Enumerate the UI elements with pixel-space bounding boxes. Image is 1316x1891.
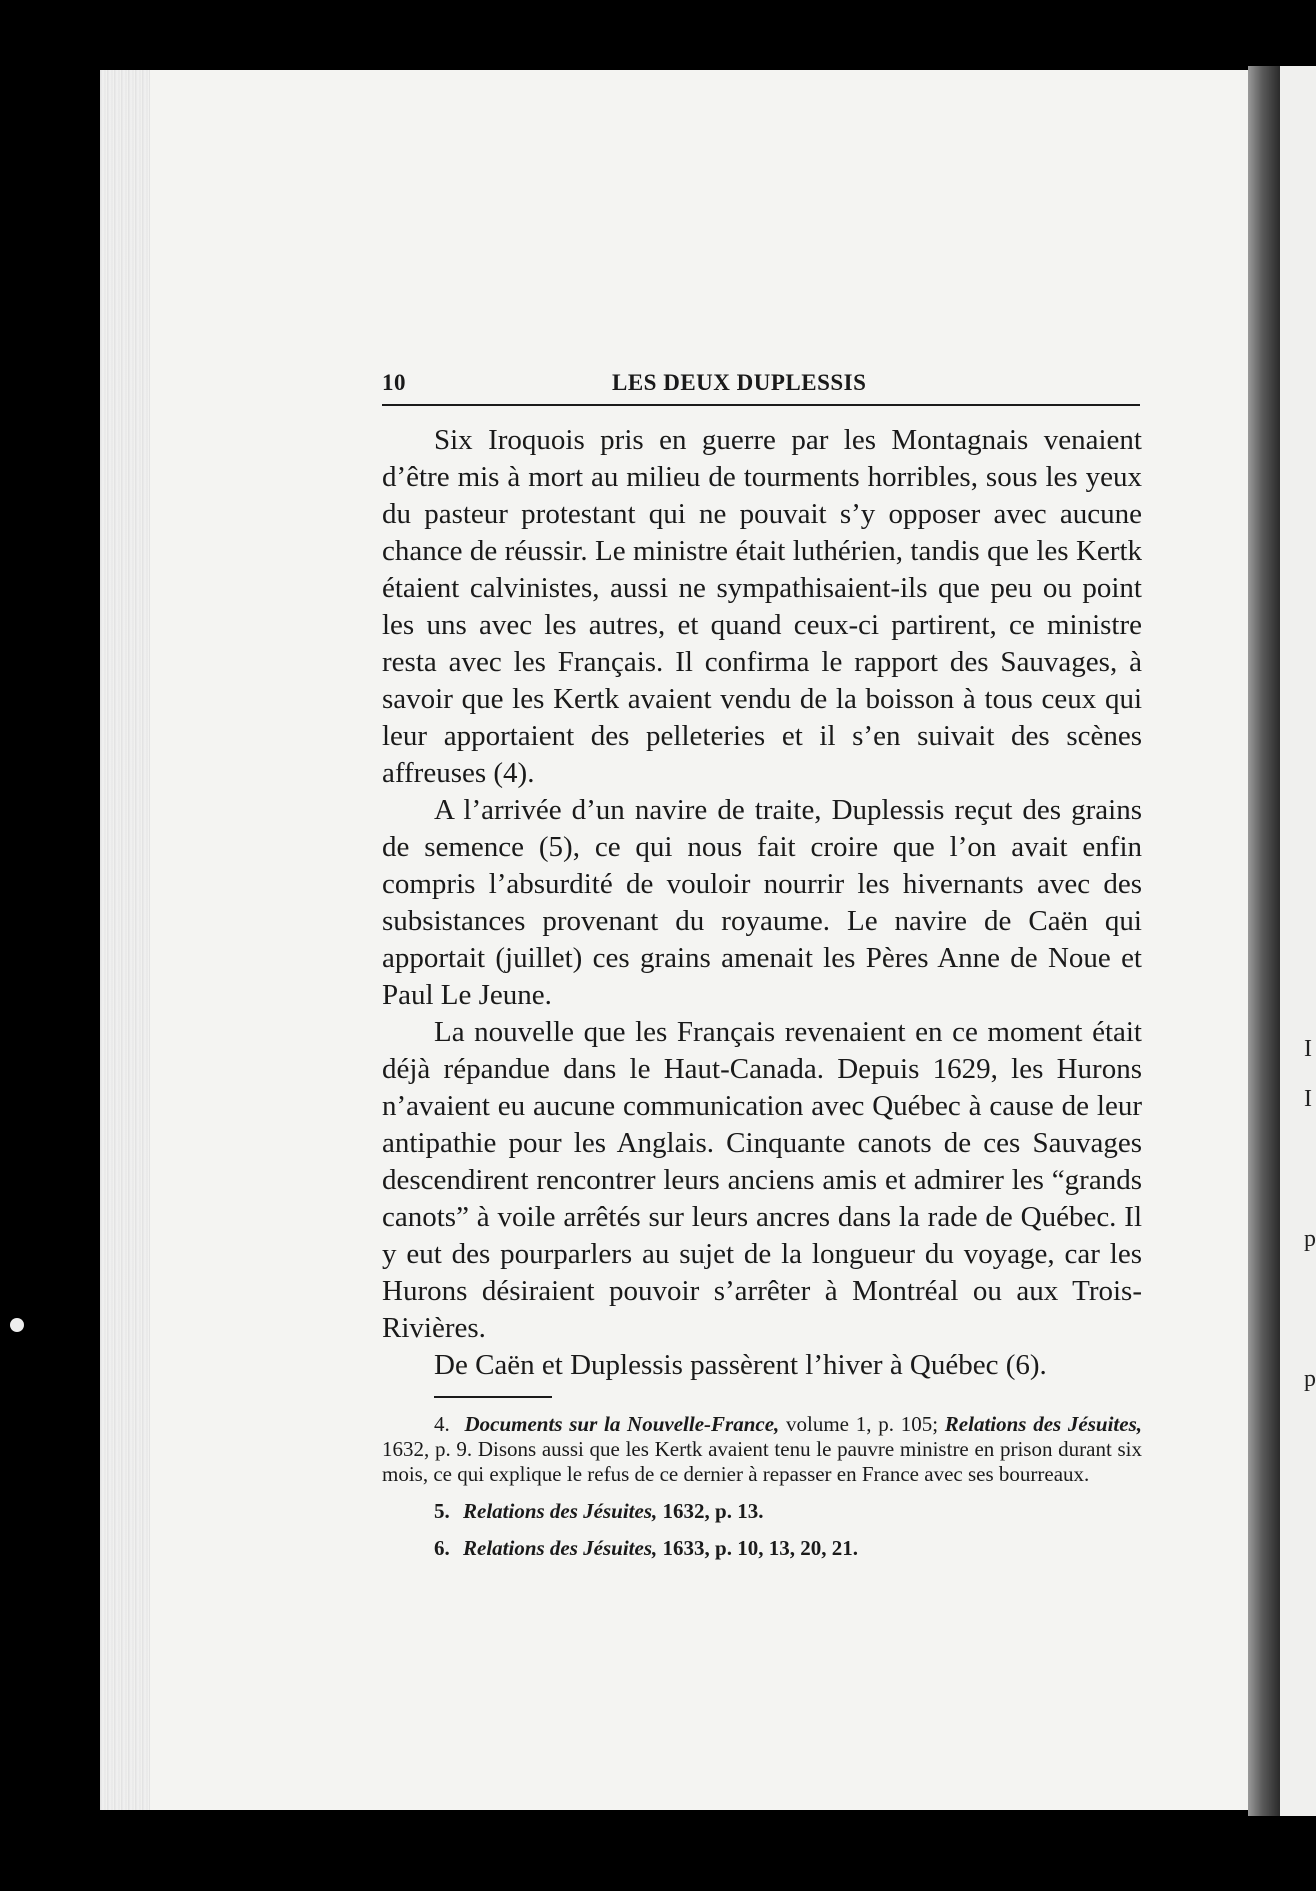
running-head xyxy=(382,356,1142,395)
paragraph: A l’arrivée d’un navire de traite, Duplessis reçut des grains de semence (5), ce qui nous fait croire que l’on avait enfin compris l’absurdité de vouloir nourrir les hivernants avec des subsistances provenant du royaume. Le navire de Caën qui apportait (juillet) ces grains amenait les Pères Anne de Noue et Paul Le Jeune. xyxy=(382,794,1142,1011)
footnote-text: volume 1, p. 105; xyxy=(786,1412,939,1436)
page-number: 10 xyxy=(382,370,406,395)
footnote-source: Documents sur la Nouvelle-France, xyxy=(464,1412,780,1436)
footnote-rule xyxy=(434,1396,552,1398)
page-gutter xyxy=(100,70,150,1810)
footnote xyxy=(382,1412,1142,1487)
adjacent-fragment: p xyxy=(1304,1366,1316,1392)
paragraph: De Caën et Duplessis passèrent l’hiver à Québec (6). xyxy=(434,1349,1047,1381)
header-rule xyxy=(382,404,1140,406)
footnote-number: 4. xyxy=(434,1412,450,1436)
adjacent-fragment: p xyxy=(1304,1226,1316,1252)
running-title: LES DEUX DUPLESSIS xyxy=(612,370,867,395)
footnote xyxy=(382,1499,1142,1524)
footnote-text: 1633, p. 10, 13, 20, 21. xyxy=(662,1536,858,1560)
footnotes xyxy=(382,1412,1142,1561)
footnote-number: 5. xyxy=(434,1499,450,1523)
footnote-source: Relations des Jésuites, xyxy=(944,1412,1143,1436)
footnote-text: 1632, p. 9. Disons aussi que les Kertk avaient tenu le pauvre ministre en prison durant six mois, ce qui explique le refus de ce dernier à repasser en France avec ses bourreaux. xyxy=(382,1437,1142,1486)
body-text xyxy=(382,422,1142,1384)
footnote xyxy=(382,1536,1142,1561)
page-content xyxy=(382,356,1142,1573)
adjacent-fragment: I xyxy=(1304,1086,1312,1112)
adjacent-page-strip xyxy=(1280,66,1316,1816)
footnote-number: 6. xyxy=(434,1536,450,1560)
footnote-source: Relations des Jésuites, xyxy=(463,1536,658,1560)
paragraph: La nouvelle que les Français revenaient en ce moment était déjà répandue dans le Haut-Canada. Depuis 1629, les Hurons n’avaient eu aucune communication avec Québec à cause de leur antipathie pour les Anglais. Cinquante canots de ces Sauvages descendirent rencontrer leurs anciens amis et admirer les “grands canots” à voile arrêtés sur leurs ancres dans la rade de Québec. Il y eut des pourparlers au sujet de la longueur du voyage, car les Hurons désiraient pouvoir s’arrêter à Montréal ou aux Trois-Rivières. xyxy=(382,1016,1142,1344)
scan-speck xyxy=(10,1318,24,1332)
footnote-text: 1632, p. 13. xyxy=(662,1499,764,1523)
adjacent-fragment: I xyxy=(1304,1036,1312,1062)
footnote-source: Relations des Jésuites, xyxy=(463,1499,658,1523)
paragraph: Six Iroquois pris en guerre par les Montagnais venaient d’être mis à mort au milieu de tourments horribles, sous les yeux du pasteur protestant qui ne pouvait s’y opposer avec aucune chance de réussir. Le ministre était luthérien, tandis que les Kertk étaient calvinistes, aussi ne sympathisaient-ils que peu ou point les uns avec les autres, et quand ceux-ci partirent, ce ministre resta avec les Français. Il confirma le rapport des Sauvages, à savoir que les Kertk avaient vendu de la boisson à tous ceux qui leur apportaient des pelleteries et il s’en suivait des scènes affreuses (4). xyxy=(382,424,1142,789)
page-edge-shadow xyxy=(1248,66,1280,1816)
